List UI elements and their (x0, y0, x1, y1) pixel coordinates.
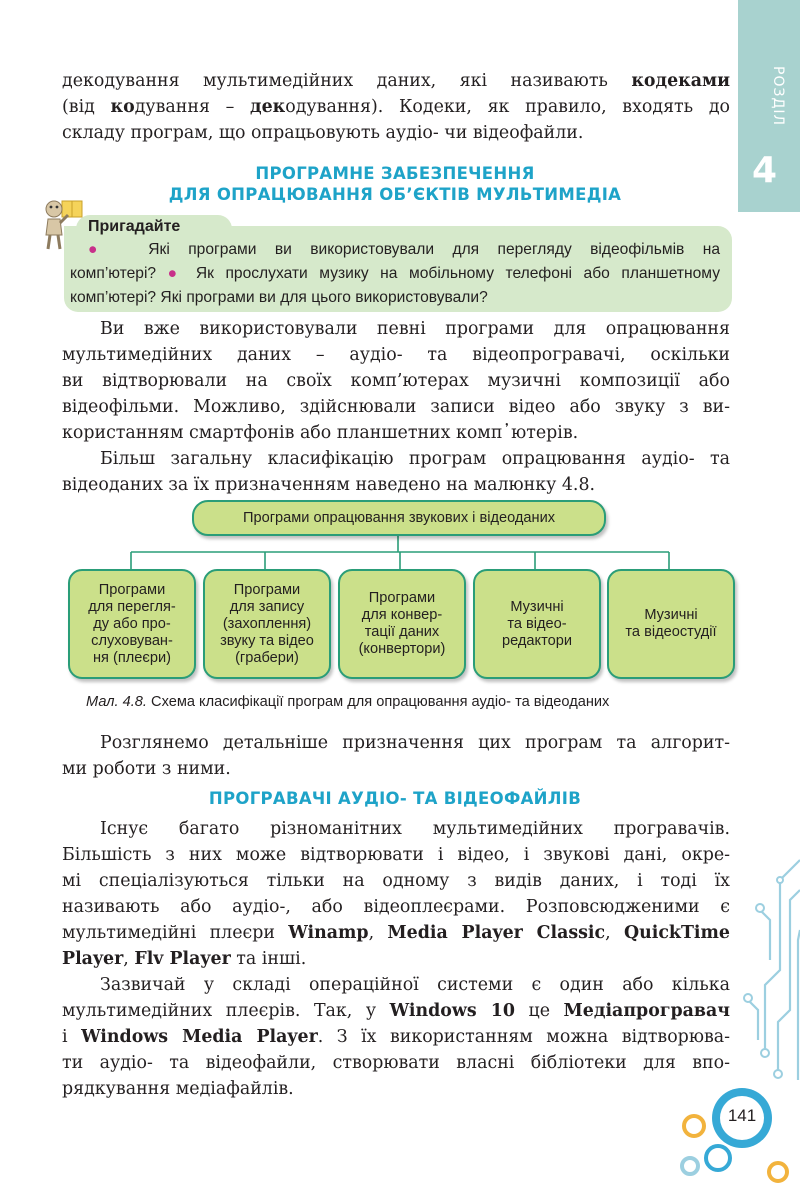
section-heading-players: ПРОГРАВАЧІ АУДІО- ТА ВІДЕОФАЙЛІВ (208, 789, 582, 808)
section-tab-label: РОЗДІЛ (770, 66, 786, 127)
intro-line-1: декодування мультимедійних даних, які називають кодеками (62, 71, 730, 91)
diagram-node-converters (338, 569, 466, 679)
para3-line-1: Розглянемо детальніше призначення цих програм та алгорит- (100, 733, 730, 753)
section-heading-line-1: ПРОГРАМНЕ ЗАБЕЗПЕЧЕННЯ (255, 164, 535, 183)
figure-caption-label: Мал. 4.8. (86, 694, 147, 710)
section-heading-line-2: ДЛЯ ОПРАЦЮВАННЯ ОБ’ЄКТІВ МУЛЬТИМЕДІА (168, 185, 622, 204)
para1-line-2: мультимедійних даних – аудіо- та відеопрогравачі, оскільки (62, 345, 730, 365)
section-tab-number: 4 (752, 150, 778, 191)
diagram-node-label: Музичні та відеостудії (625, 607, 717, 640)
para2-line-2: відеоданих за їх призначенням наведено на малюнку 4.8. (62, 475, 596, 495)
diagram-node-label: Програми для запису (захоплення) звуку та відео (грабери) (220, 581, 314, 666)
diagram-root-node (192, 500, 606, 536)
para4-line-2: Більшість з них може відтворювати і відео, і звукові дані, окре- (62, 845, 730, 865)
remember-line-3: комп’ютері? Які програми ви для цього використовували? (70, 289, 488, 306)
remember-line-1: ● Які програми ви використовували для перегляду відеофільмів на (88, 241, 720, 258)
diagram-node-grabbers (203, 569, 331, 679)
para4-line-5: мультимедійні плеєри Winamp, Media Player Classic, QuickTime (62, 923, 730, 943)
page-number: 141 (727, 1106, 757, 1125)
intro-line-3: складу програм, що опрацьовують аудіо- чи відеофайли. (62, 123, 584, 143)
para4-line-3: мі спеціалізуються тільки на одному з видів даних, і тоді їх (62, 871, 730, 891)
gears-icon (660, 1080, 800, 1185)
diagram-node-label: Програми для перегля- ду або про- слуховуван- ня (плеєри) (88, 581, 176, 666)
para3-line-2: ми роботи з ними. (62, 759, 231, 779)
circuit-decoration-icon (740, 850, 800, 1110)
para5-line-3: і Windows Media Player. З їх використанням можна відтворюва- (62, 1027, 730, 1047)
para5-line-5: рядкування медіафайлів. (62, 1079, 294, 1099)
diagram-node-editors (473, 569, 601, 679)
remember-line-2: комп’ютері? ● Як прослухати музику на мобільному телефоні або планшетному (70, 265, 720, 282)
diagram-node-studios (607, 569, 735, 679)
bullet-icon: ● (88, 241, 112, 258)
para1-line-4: відеофільми. Можливо, здійснювали записи відео або звуку з ви- (62, 397, 730, 417)
figure-caption (86, 694, 609, 710)
para5-line-2: мультимедійних плеєрів. Так, у Windows 10 це Медіапрогравач (62, 1001, 730, 1021)
para4-line-6: Player, Flv Player та інші. (62, 949, 307, 969)
para5-line-1: Зазвичай у складі операційної системи є один або кілька (100, 975, 730, 995)
para2-line-1: Більш загальну класифікацію програм опрацювання аудіо- та (100, 449, 730, 469)
para4-line-4: називають або аудіо-, або відеоплеєрами. Розповсюдженими є (62, 897, 730, 917)
figure-caption-text: Схема класифікації програм для опрацювання аудіо- та відеоданих (151, 694, 610, 710)
intro-line-2: (від кодування – декодування). Кодеки, як правило, входять до (62, 97, 730, 117)
diagram-node-players (68, 569, 196, 679)
diagram-node-label: Програми для конвер- тації даних (конвертори) (358, 590, 446, 657)
remember-title: Пригадайте (88, 218, 181, 235)
bullet-icon: ● (167, 265, 185, 282)
para4-line-1: Існує багато різноманітних мультимедійних програвачів. (100, 819, 730, 839)
para5-line-4: ти аудіо- та відеофайли, створювати власні бібліотеки для впо- (62, 1053, 730, 1073)
para1-line-5: користанням смартфонів або планшетних комп᾿ютерів. (62, 423, 579, 443)
diagram-node-label: Музичні та відео- редактори (502, 598, 572, 649)
para1-line-3: ви відтворювали на своїх комп’ютерах музичні композиції або (62, 371, 730, 391)
diagram-root-label: Програми опрацювання звукових і відеоданих (242, 509, 556, 526)
para1-line-1: Ви вже використовували певні програми для опрацювання (100, 319, 730, 339)
